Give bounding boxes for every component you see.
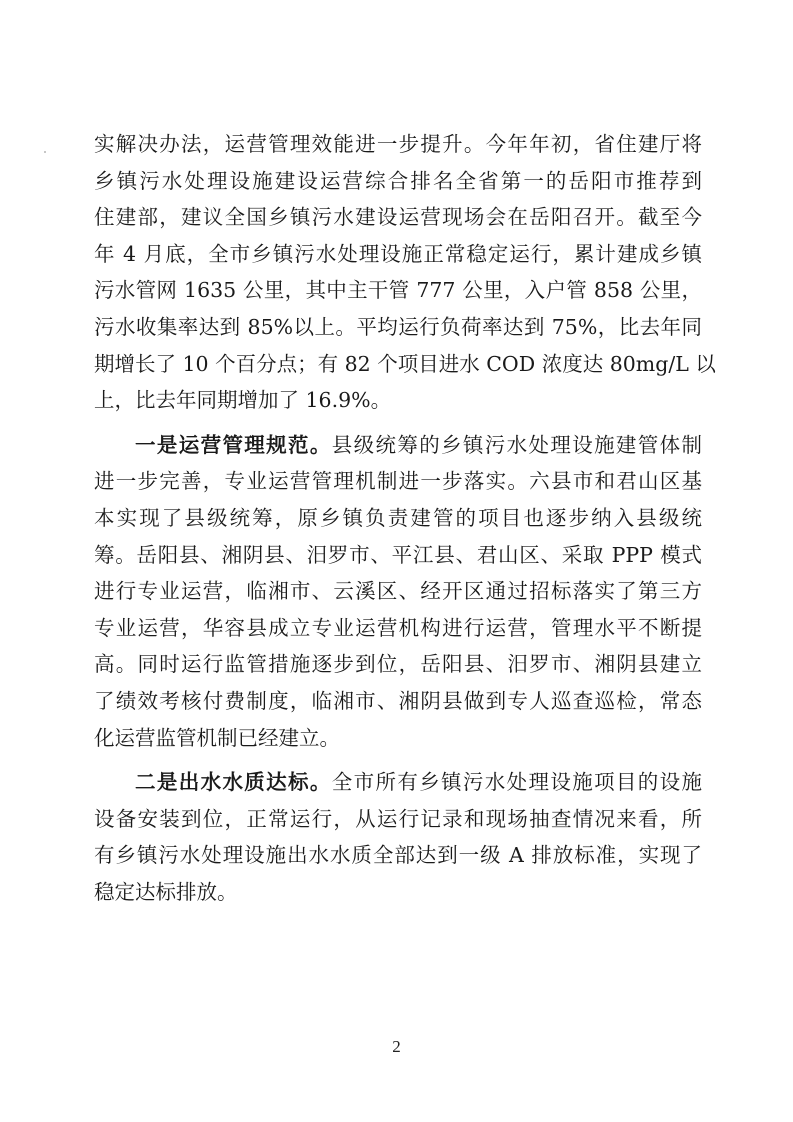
text-line: 稳定达标排放。 xyxy=(94,879,238,904)
text-line: 筹。岳阳县、湘阴县、汨罗市、平江县、君山区、采取 PPP 模式 xyxy=(94,542,702,567)
paragraph-2 xyxy=(94,427,702,756)
text-line: 了绩效考核付费制度，临湘市、湘阴县做到专人巡查巡检，常态 xyxy=(94,688,702,713)
section-heading: 一是运营管理规范。 xyxy=(135,432,332,457)
text-line: 设备安装到位，正常运行，从运行记录和现场抽查情况来看，所 xyxy=(94,806,702,831)
text-line: 本实现了县级统筹，原乡镇负责建管的项目也逐步纳入县级统 xyxy=(94,505,702,530)
text-line: 年 4 月底，全市乡镇污水处理设施正常稳定运行，累计建成乡镇 xyxy=(94,241,702,266)
paragraph-3 xyxy=(94,764,702,910)
text-line: 污水管网 1635 公里，其中主干管 777 公里，入户管 858 公里， xyxy=(94,278,702,303)
paragraph-first-line xyxy=(94,764,702,801)
text-line: 进行专业运营，临湘市、云溪区、经开区通过招标落实了第三方 xyxy=(94,579,702,604)
text-line: 高。同时运行监管措施逐步到位，岳阳县、汨罗市、湘阴县建立 xyxy=(94,652,702,677)
text-line: 乡镇污水处理设施建设运营综合排名全省第一的岳阳市推荐到 xyxy=(94,168,702,193)
text-run: 全市所有乡镇污水处理设施项目的设施 xyxy=(331,770,703,795)
text-line: 进一步完善，专业运营管理机制进一步落实。六县市和君山区基 xyxy=(94,469,702,494)
section-heading: 二是出水水质达标。 xyxy=(135,770,332,795)
text-line: 上，比去年同期增加了 16.9%。 xyxy=(94,388,392,413)
paragraph-1 xyxy=(94,126,716,419)
text-line: 实解决办法，运营管理效能进一步提升。今年年初，省住建厅将 xyxy=(94,132,702,156)
scan-speck xyxy=(44,151,46,153)
text-line: 有乡镇污水处理设施出水水质全部达到一级 A 排放标准，实现了 xyxy=(94,843,702,868)
body-text xyxy=(94,126,716,910)
paragraph-first-line xyxy=(94,427,702,464)
text-line: 专业运营，华容县成立专业运营机构进行运营，管理水平不断提 xyxy=(94,615,702,640)
text-run: 县级统筹的乡镇污水处理设施建管体制 xyxy=(331,432,703,457)
text-line: 住建部，建议全国乡镇污水建设运营现场会在岳阳召开。截至今 xyxy=(94,205,702,230)
page-number: 2 xyxy=(392,1037,401,1056)
text-line: 期增长了 10 个百分点；有 82 个项目进水 COD 浓度达 80mg/L 以 xyxy=(94,351,716,376)
text-line: 化运营监管机制已经建立。 xyxy=(94,725,340,750)
text-line: 污水收集率达到 85%以上。平均运行负荷率达到 75%，比去年同 xyxy=(94,314,702,339)
